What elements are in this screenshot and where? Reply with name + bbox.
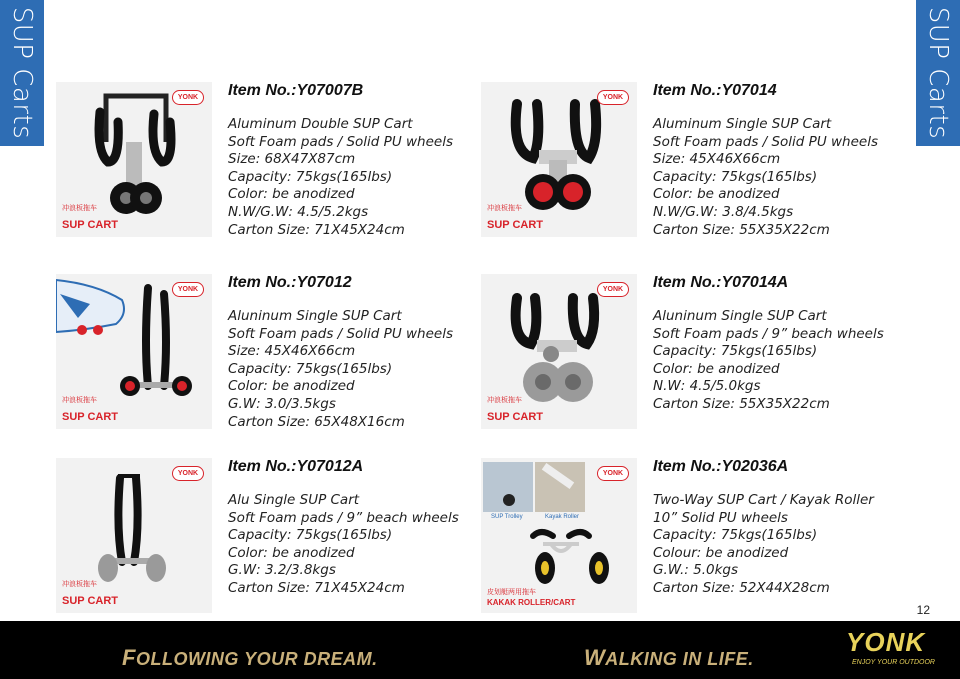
side-tab-left-label: SUP Carts [7, 6, 37, 140]
product-info [228, 274, 476, 431]
spec-line: Alu Single SUP Cart [228, 492, 360, 508]
item-number: Item No.:Y07014A [653, 274, 789, 291]
spec-line: Color: be anodized [228, 378, 355, 395]
caption-chinese: 冲浪板拖车 [62, 204, 97, 212]
caption-english: SUP CART [487, 219, 544, 231]
spec-line: Capacity: 75kgs(165lbs) [653, 168, 818, 185]
spec-line: N.W/G.W: 4.5/5.2kgs [228, 203, 369, 220]
yonk-logo-badge: YONK [172, 466, 204, 481]
product-y07012 [56, 274, 476, 434]
page-number: 12 [916, 603, 930, 617]
caption-chinese: 冲浪板拖车 [487, 396, 522, 404]
sub-label-sup-trolley: SUP Trolley [491, 514, 523, 520]
slogan-left-initial: F [122, 645, 136, 670]
spec-line: Capacity: 75kgs(165lbs) [228, 168, 393, 185]
spec-line: Soft Foam pads / Solid PU wheels [228, 325, 453, 342]
slogan-right-initial: W [584, 645, 606, 670]
caption-english: KAKAK ROLLER/CART [487, 598, 576, 607]
spec-line: Aluminum Double SUP Cart [228, 116, 413, 132]
spec-line: Carton Size: 55X35X22cm [653, 395, 830, 412]
yonk-logo-badge: YONK [597, 466, 629, 481]
spec-line: Carton Size: 55X35X22cm [653, 221, 830, 238]
brand-name: YONK [846, 627, 926, 657]
yonk-logo-badge: YONK [172, 282, 204, 297]
spec-line: Soft Foam pads / 9” beach wheels [653, 325, 884, 342]
beach-wheel-sup-cart-image [481, 274, 637, 429]
caption-english: SUP CART [62, 219, 119, 231]
spec-line: Capacity: 75kgs(165lbs) [653, 527, 818, 544]
spec-line: Carton Size: 71X45X24cm [228, 579, 405, 596]
side-tab-left [0, 0, 44, 146]
double-sup-cart-image [56, 82, 212, 237]
spec-line: Capacity: 75kgs(165lbs) [228, 360, 393, 377]
spec-line: Color: be anodized [653, 360, 780, 377]
product-y07014a [481, 274, 901, 434]
product-info [653, 82, 901, 239]
spec-line: Size: 45X46X66cm [653, 151, 781, 168]
slogan-left [122, 645, 378, 671]
slogan-left-text: OLLOWING YOUR DREAM. [135, 649, 378, 669]
yonk-logo-badge: YONK [172, 90, 204, 105]
yonk-brand-logo [846, 627, 946, 675]
yonk-logo-badge: YONK [597, 282, 629, 297]
side-tab-right-label: SUP Carts [923, 6, 953, 140]
caption-chinese: 皮划艇两用拖车 [487, 588, 536, 596]
spec-line: Soft Foam pads / Solid PU wheels [653, 133, 878, 150]
product-photo [481, 458, 637, 613]
slogan-right-text: ALKING IN LIFE. [605, 649, 754, 669]
spec-line: Soft Foam pads / 9” beach wheels [228, 509, 459, 526]
product-photo [481, 82, 637, 237]
product-y07007b [56, 82, 476, 242]
spec-line: N.W/G.W: 3.8/4.5kgs [653, 203, 794, 220]
spec-line: G.W: 3.2/3.8kgs [228, 562, 336, 579]
caption-chinese: 冲浪板拖车 [487, 204, 522, 212]
caption-english: SUP CART [62, 411, 119, 423]
caption-chinese: 冲浪板拖车 [62, 580, 97, 588]
spec-line: 10” Solid PU wheels [653, 509, 788, 526]
spec-line: G.W: 3.0/3.5kgs [228, 395, 336, 412]
spec-line: Carton Size: 65X48X16cm [228, 413, 405, 430]
yonk-logo-badge: YONK [597, 90, 629, 105]
side-tab-right [916, 0, 960, 146]
spec-line: Aluninum Single SUP Cart [228, 308, 402, 324]
spec-line: Soft Foam pads / Solid PU wheels [228, 133, 453, 150]
caption-english: SUP CART [487, 411, 544, 423]
spec-line: N.W: 4.5/5.0kgs [653, 378, 761, 395]
spec-line: Carton Size: 52X44X28cm [653, 579, 830, 596]
single-sup-cart-image [481, 82, 637, 237]
spec-line: Color: be anodized [653, 186, 780, 203]
brand-tagline: ENJOY YOUR OUTDOOR [852, 659, 935, 666]
product-info [653, 458, 901, 598]
product-info [653, 274, 901, 414]
spec-line: Carton Size: 71X45X24cm [228, 221, 405, 238]
caption-chinese: 冲浪板拖车 [62, 396, 97, 404]
sup-cart-with-board-image [56, 274, 212, 429]
product-info [228, 458, 476, 598]
product-y02036a [481, 458, 901, 618]
item-number: Item No.:Y07012A [228, 458, 364, 475]
spec-line: Aluminum Single SUP Cart [653, 116, 832, 132]
spec-line: Size: 45X46X66cm [228, 343, 356, 360]
sub-label-kayak-roller: Kayak Roller [545, 514, 580, 520]
alu-sup-cart-image [56, 458, 212, 613]
spec-line: G.W.: 5.0kgs [653, 562, 739, 579]
product-photo [56, 82, 212, 237]
spec-line: Color: be anodized [228, 544, 355, 561]
item-number: Item No.:Y02036A [653, 458, 789, 475]
spec-line: Capacity: 75kgs(165lbs) [228, 527, 393, 544]
spec-line: Two-Way SUP Cart / Kayak Roller [653, 492, 874, 508]
spec-line: Capacity: 75kgs(165lbs) [653, 343, 818, 360]
product-photo [56, 458, 212, 613]
item-number: Item No.:Y07007B [228, 82, 364, 99]
product-photo [56, 274, 212, 429]
spec-line: Colour: be anodized [653, 544, 789, 561]
product-photo [481, 274, 637, 429]
slogan-right [584, 645, 754, 671]
spec-line: Aluninum Single SUP Cart [653, 308, 827, 324]
spec-line: Color: be anodized [228, 186, 355, 203]
spec-line: Size: 68X47X87cm [228, 151, 356, 168]
product-info [228, 82, 476, 239]
item-number: Item No.:Y07012 [228, 274, 352, 291]
product-y07014 [481, 82, 901, 242]
caption-english: SUP CART [62, 595, 119, 607]
item-number: Item No.:Y07014 [653, 82, 777, 99]
product-y07012a [56, 458, 476, 618]
footer-banner [0, 621, 960, 679]
